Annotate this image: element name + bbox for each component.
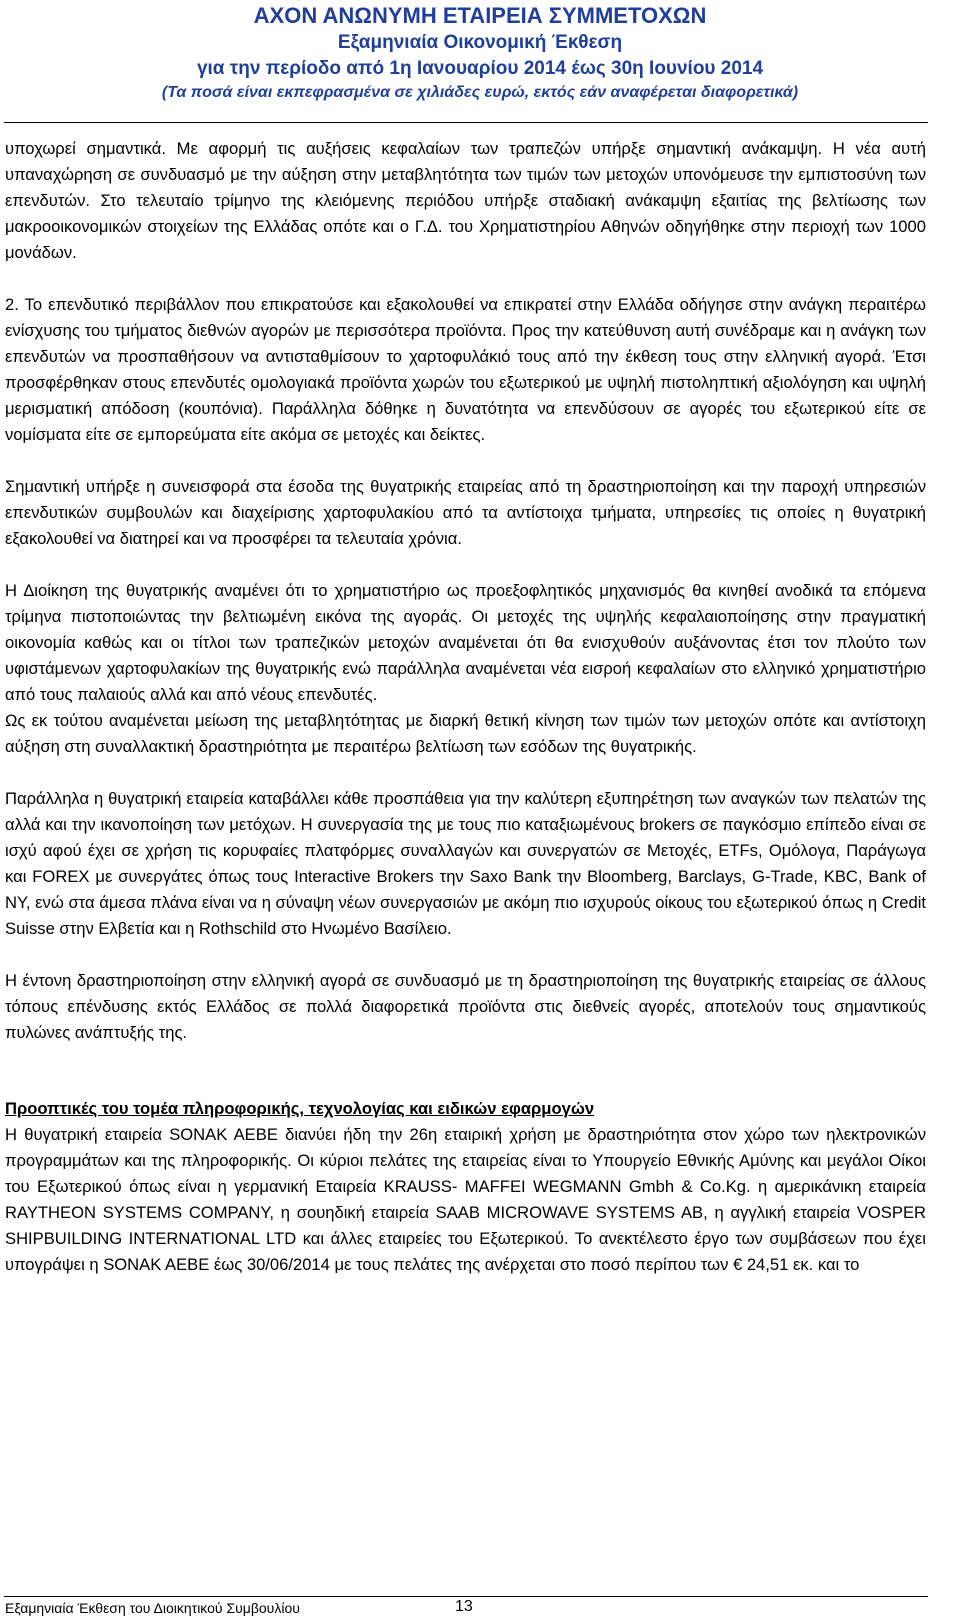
paragraph: Η έντονη δραστηριοποίηση στην ελληνική αγορά σε συνδυασμό με τη δραστηριοποίηση της θυγατρικής εταιρείας σε άλλους τόπους επένδυσης εκτός Ελλάδος σε πολλά διαφορετικά προϊόντα στις διεθνείς αγορές, αποτελούν τους σημαντικούς πυλώνες ανάπτυξής της. [5,971,926,1042]
paragraph: υποχωρεί σημαντικά. Με αφορμή τις αυξήσεις κεφαλαίων των τραπεζών υπήρξε σημαντική ανάκαμψη. Η νέα αυτή υπαναχώρηση σε συνδυασμό με την αύξηση στην μεταβλητότητα των τιμών των μετοχών υπονόμευσε την εμπιστοσύνη των επενδυτών. Στο τελευταίο τρίμηνο της κλειόμενης περιόδου υπήρξε σταδιακή ανάκαμψη εξαιτίας της βελτίωσης των μακροοικονομικών στοιχείων της Ελλάδας οπότε και ο Γ.Δ. του Χρηματιστηρίου Αθηνών οδηγήθηκε στην περιοχή των 1000 μονάδων. [5,139,926,262]
paragraph: Η θυγατρική εταιρεία SONAK AEBE διανύει ήδη την 26η εταιρική χρήση με δραστηριότητα στον χώρο των ηλεκτρονικών προγραμμάτων και της πληροφορικής. Οι κύριοι πελάτες της εταιρείας είναι το Υπουργείο Εθνικής Αμύνης και μεγάλοι Οίκοι του Εξωτερικού όπως είναι η γερμανική Εταιρεία KRAUSS- MAFFEI WEGMANN Gmbh & Co.Kg. η αμερικάνικη εταιρεία RAYTHEON SYSTEMS COMPANY, η σουηδική εταιρεία SAAB MICROWAVE SYSTEMS AB, η αγγλική εταιρεία VOSPER SHIPBUILDING INTERNATIONAL LTD και άλλες εταιρείες του Εξωτερικού. Το ανεκτέλεστο έργο των συμβάσεων που έχει υπογράψει η SONAK AEBE έως 30/06/2014 με τους πελάτες της ανέρχεται στο ποσό περίπου των € 24,51 εκ. και το [5,1125,926,1274]
page-number: 13 [455,1598,473,1615]
paragraph-spacer [5,760,926,786]
header-divider [4,122,928,123]
section-heading: Προοπτικές του τομέα πληροφορικής, τεχνολογίας και ειδικών εφαρμογών [5,1099,595,1118]
report-period: για την περίοδο από 1η Ιανουαρίου 2014 έως 30η Ιουνίου 2014 [196,58,764,79]
paragraph-spacer [5,942,926,968]
paragraph: Ως εκ τούτου αναμένεται μείωση της μεταβλητότητας με διαρκή θετική κίνηση των τιμών των μετοχών οπότε και αντίστοιχη αύξηση στη συναλλακτική δραστηριότητα με περαιτέρω βελτίωση των εσόδων της θυγατρικής. [5,711,926,756]
company-name: ΑΧΟΝ ΑΝΩΝΥΜΗ ΕΤΑΙΡΕΙΑ ΣΥΜΜΕΤΟΧΩΝ [253,3,707,28]
footer-label: Εξαμηνιαία Έκθεση του Διοικητικού Συμβουλίου [5,1600,300,1616]
paragraph-spacer [5,448,926,474]
paragraph: Παράλληλα η θυγατρική εταιρεία καταβάλλει κάθε προσπάθεια για την καλύτερη εξυπηρέτηση των αναγκών των πελατών της αλλά και την ικανοποίηση των μετόχων. Η συνεργασία της με τους πιο καταξιωμένους brokers σε παγκόσμιο επίπεδο είναι σε ισχύ αφού έχει σε χρήση τις κορυφαίες πλατφόρμες συναλλαγών και συνεργατών σε Μετοχές, ETFs, Ομόλογα, Παράγωγα και FOREX με συνεργάτες όπως τους Interactive Brokers την Saxo Bank την Bloomberg, Barclays, G-Trade, KBC, Bank of NY, ενώ στα άμεσα πλάνα είναι να η σύναψη νέων συνεργασιών με ακόμη πιο ισχυρούς οίκους του εξωτερικού όπως η Credit Suisse στην Ελβετία και η Rothschild στο Ηνωμένο Βασίλειο. [5,789,926,938]
paragraph-spacer [5,552,926,578]
report-title: Εξαμηνιαία Οικονομική Έκθεση [337,32,623,53]
currency-note: (Τα ποσά είναι εκπεφρασμένα σε χιλιάδες ευρώ, εκτός εάν αναφέρεται διαφορετικά) [161,84,799,101]
paragraph: Η Διοίκηση της θυγατρικής αναμένει ότι το χρηματιστήριο ως προεξοφλητικός μηχανισμός θα κινηθεί ανοδικά τα επόμενα τρίμηνα πιστοποιώντας την βελτιωμένη εικόνα της αγοράς. Οι μετοχές της υψηλής κεφαλαιοποίησης στην πραγματική οικονομία καθώς και οι τίτλοι των τραπεζικών μετοχών αναμένεται ότι θα ενισχυθούν αυξάνοντας έτσι τον πλούτο των υφιστάμενων χαρτοφυλακίων της θυγατρικής ενώ παράλληλα αναμένεται νέα εισροή κεφαλαίων στο ελληνικό χρηματιστήριο από τους παλαιούς αλλά και από νέους επενδυτές. [5,581,926,704]
paragraph: Σημαντική υπήρξε η συνεισφορά στα έσοδα της θυγατρικής εταιρείας από τη δραστηριοποίηση και την παροχή υπηρεσιών επενδυτικών συμβουλών και διαχείρισης χαρτοφυλακίου από τα αντίστοιχα τμήματα, υπηρεσίες τις οποίες η θυγατρική εξακολουθεί να διατηρεί και να προσφέρει τα τελευταία χρόνια. [5,477,926,548]
document-body [5,136,926,1278]
paragraph: 2. Το επενδυτικό περιβάλλον που επικρατούσε και εξακολουθεί να επικρατεί στην Ελλάδα οδήγησε στην ανάγκη περαιτέρω ενίσχυσης του τμήματος διεθνών αγορών με περισσότερα προϊόντα. Προς την κατεύθυνση αυτή συνέδραμε και η ανάγκη των επενδυτών να προσπαθήσουν να αντισταθμίσουν το χαρτοφυλάκιό τους από την έκθεση τους στην ελληνική αγορά. Έτσι προσφέρθηκαν στους επενδυτές ομολογιακά προϊόντα χωρών του εξωτερικού με υψηλή πιστοληπτική αξιολόγηση και υψηλή μερισματική απόδοση (κουπόνια). Παράλληλα δόθηκε η δυνατότητα να επενδύσουν σε αγορές του εξωτερικού είτε σε νομίσματα είτε σε εμπορεύματα είτε ακόμα σε μετοχές και δείκτες. [5,295,926,444]
section-spacer [5,1046,926,1096]
paragraph-spacer [5,266,926,292]
page-header [0,2,960,104]
